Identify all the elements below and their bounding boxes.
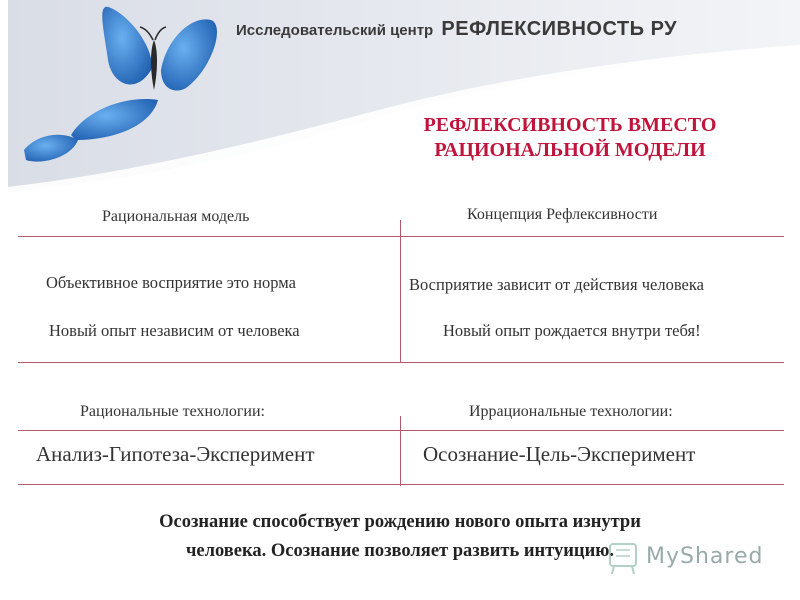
conclusion-line2: человека. Осознание позволяет развить интуицию.: [185, 541, 615, 561]
table-rule-bottom: [18, 484, 784, 485]
conclusion-line1: Осознание способствует рождению нового опыта изнутри: [159, 512, 641, 532]
right-column-header: Концепция Рефлексивности: [467, 206, 658, 223]
table-rule-middle: [18, 362, 784, 363]
org-brand: РЕФЛЕКСИВНОСТЬ РУ: [441, 18, 678, 40]
row-2-right: Новый опыт рождается внутри тебя!: [443, 321, 701, 340]
org-name: [236, 18, 677, 41]
tech-right-header: Иррациональные технологии:: [469, 403, 673, 420]
row-1-right: Восприятие зависит от действия человека: [409, 275, 704, 294]
row-1-left: Объективное восприятие это норма: [46, 273, 296, 292]
org-prefix: Исследовательский центр: [236, 22, 434, 39]
tech-left-header: Рациональные технологии:: [80, 403, 265, 420]
tech-left-value: Анализ-Гипотеза-Эксперимент: [36, 442, 315, 466]
table-rule-tech: [18, 430, 784, 431]
butterfly-logo-icon: [16, 0, 226, 170]
slide-title-line1: РЕФЛЕКСИВНОСТЬ ВМЕСТО: [423, 114, 717, 136]
watermark-text: MyShared: [646, 544, 764, 569]
table-divider-lower: [400, 416, 401, 486]
table-rule-top: [18, 236, 784, 237]
row-2-left: Новый опыт независим от человека: [49, 321, 300, 340]
slide-title-line2: РАЦИОНАЛЬНОЙ МОДЕЛИ: [434, 139, 706, 161]
table-divider-upper: [400, 220, 401, 362]
left-column-header: Рациональная модель: [102, 208, 250, 225]
tech-right-value: Осознание-Цель-Эксперимент: [423, 442, 696, 466]
slide-title: [380, 113, 760, 163]
